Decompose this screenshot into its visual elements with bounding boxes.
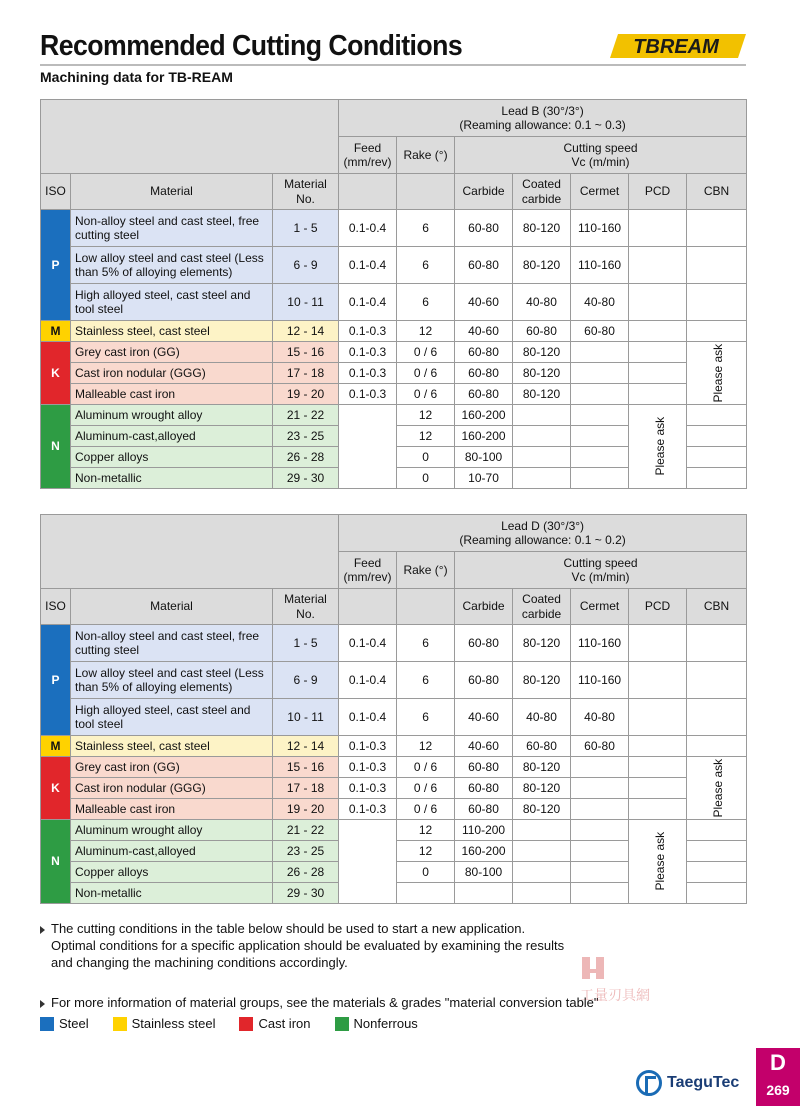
tbream-logo [610,32,746,60]
material-number: 6 - 9 [273,662,339,699]
feed-value: 0.1-0.3 [339,321,397,342]
please-ask-label: Please ask [711,343,726,403]
pcd-speed [629,284,687,321]
vc-unit-label: Vc (m/min) [571,155,630,169]
material-no-header: Material No. [273,589,339,625]
pcd-header: PCD [629,174,687,210]
table-row [41,625,747,662]
material-name: Aluminum-cast,alloyed [71,841,273,862]
rake-value: 12 [397,820,455,841]
cermet-speed [571,363,629,384]
cbn-please-ask [687,757,747,820]
carbide-speed: 40-60 [455,736,513,757]
material-number: 29 - 30 [273,468,339,489]
rake-value: 0 / 6 [397,342,455,363]
feed-blank [339,405,397,489]
carbide-speed: 60-80 [455,799,513,820]
coated-carbide-speed: 80-120 [513,799,571,820]
coated-carbide-speed: 80-120 [513,247,571,284]
carbide-speed: 160-200 [455,841,513,862]
feed-value: 0.1-0.4 [339,284,397,321]
coated-carbide-speed: 40-80 [513,699,571,736]
feed-value: 0.1-0.4 [339,662,397,699]
carbide-speed: 60-80 [455,363,513,384]
carbide-speed: 60-80 [455,757,513,778]
watermark-logo [560,955,670,1005]
coated-carbide-speed [513,405,571,426]
carbide-speed [455,883,513,904]
page-number: 269 [766,1082,790,1098]
rake-value: 6 [397,625,455,662]
cbn-speed [687,468,747,489]
carbide-speed: 60-80 [455,662,513,699]
taegutec-brand [636,1070,739,1096]
pcd-speed [629,662,687,699]
iso-group-n: N [41,820,71,904]
iso-header: ISO [41,174,71,210]
table-row [41,799,747,820]
coated-carbide-speed: 80-120 [513,778,571,799]
material-name: Malleable cast iron [71,384,273,405]
material-header: Material [71,174,273,210]
cutting-speed-header [455,137,747,174]
legend-item [113,1016,216,1031]
pcd-speed [629,625,687,662]
feed-value: 0.1-0.4 [339,625,397,662]
cbn-speed [687,820,747,841]
material-no-header: Material No. [273,174,339,210]
table-row [41,247,747,284]
cbn-speed [687,247,747,284]
carbide-speed: 40-60 [455,321,513,342]
material-name: Non-alloy steel and cast steel, free cutting steel [71,625,273,662]
material-number: 12 - 14 [273,321,339,342]
material-name: Aluminum-cast,alloyed [71,426,273,447]
cbn-header: CBN [687,589,747,625]
carbide-speed: 40-60 [455,699,513,736]
table-row [41,662,747,699]
material-name: Low alloy steel and cast steel (Less than 5% of alloying elements) [71,247,273,284]
pcd-speed [629,210,687,247]
cermet-speed [571,862,629,883]
cbn-speed [687,284,747,321]
material-name: Non-alloy steel and cast steel, free cutting steel [71,210,273,247]
cbn-speed [687,662,747,699]
pcd-speed [629,321,687,342]
rake-value: 12 [397,321,455,342]
cermet-speed [571,778,629,799]
cermet-speed [571,384,629,405]
coated-carbide-speed: 60-80 [513,736,571,757]
rake-header: Rake (°) [397,137,455,174]
legend-item [239,1016,310,1031]
coated-carbide-speed: 40-80 [513,284,571,321]
feed-value: 0.1-0.4 [339,699,397,736]
material-number: 23 - 25 [273,426,339,447]
rake-subheader-blank [397,174,455,210]
legend-swatch [40,1017,54,1031]
legend-item [40,1016,89,1031]
rake-value: 0 [397,862,455,883]
legend-label: Nonferrous [353,1016,418,1031]
pcd-please-ask [629,405,687,489]
coated-carbide-speed: 60-80 [513,321,571,342]
tbream-logo-text: TBREAM [633,36,719,58]
cermet-speed [571,757,629,778]
rake-value: 0 / 6 [397,778,455,799]
carbide-speed: 110-200 [455,820,513,841]
header-blank [41,100,339,174]
cermet-speed [571,468,629,489]
rake-value: 12 [397,736,455,757]
rake-value: 6 [397,699,455,736]
cermet-speed: 40-80 [571,284,629,321]
cermet-header: Cermet [571,589,629,625]
material-number: 6 - 9 [273,247,339,284]
rake-value: 6 [397,247,455,284]
pcd-please-ask [629,820,687,904]
carbide-speed: 60-80 [455,342,513,363]
cermet-speed [571,447,629,468]
material-name: Non-metallic [71,468,273,489]
material-number: 19 - 20 [273,799,339,820]
coated-carbide-speed [513,841,571,862]
cermet-speed: 60-80 [571,321,629,342]
rake-value: 0 [397,447,455,468]
feed-blank [339,820,397,904]
cermet-speed: 110-160 [571,625,629,662]
reaming-allowance: (Reaming allowance: 0.1 ~ 0.3) [459,118,626,132]
feed-value: 0.1-0.3 [339,384,397,405]
cermet-speed [571,342,629,363]
coated-carbide-header: Coated carbide [513,174,571,210]
cbn-speed [687,405,747,426]
taegutec-logo-icon [636,1070,662,1096]
legend-swatch [113,1017,127,1031]
iso-group-k: K [41,757,71,820]
material-number: 29 - 30 [273,883,339,904]
cbn-speed [687,321,747,342]
carbide-speed: 80-100 [455,862,513,883]
bullet-triangle-icon [40,1000,45,1008]
pcd-speed [629,342,687,363]
lead-title: Lead D (30°/3°) [501,518,585,533]
material-name: Grey cast iron (GG) [71,757,273,778]
pcd-speed [629,799,687,820]
cbn-speed [687,883,747,904]
material-name: Copper alloys [71,862,273,883]
cutting-table-lead-d [40,514,747,904]
feed-value: 0.1-0.3 [339,757,397,778]
rake-value [397,883,455,904]
table-row [41,210,747,247]
material-name: Cast iron nodular (GGG) [71,363,273,384]
carbide-speed: 160-200 [455,405,513,426]
feed-value: 0.1-0.4 [339,210,397,247]
material-number: 10 - 11 [273,699,339,736]
table-row [41,405,747,426]
feed-header: Feed (mm/rev) [339,552,397,589]
rake-value: 6 [397,284,455,321]
table-row [41,342,747,363]
note-line: The cutting conditions in the table below should be used to start a new application. [51,921,526,936]
cermet-speed: 60-80 [571,736,629,757]
rake-value: 6 [397,210,455,247]
material-name: Stainless steel, cast steel [71,736,273,757]
rake-subheader-blank [397,589,455,625]
carbide-speed: 160-200 [455,426,513,447]
rake-value: 0 [397,468,455,489]
rake-value: 0 / 6 [397,363,455,384]
material-name: High alloyed steel, cast steel and tool steel [71,284,273,321]
pcd-speed [629,384,687,405]
cutting-speed-header [455,552,747,589]
table-row [41,284,747,321]
material-number: 19 - 20 [273,384,339,405]
carbide-speed: 60-80 [455,778,513,799]
material-name: Low alloy steel and cast steel (Less than 5% of alloying elements) [71,662,273,699]
coated-carbide-speed [513,883,571,904]
page-tab [756,1048,800,1106]
iso-header: ISO [41,589,71,625]
material-name: Grey cast iron (GG) [71,342,273,363]
cbn-speed [687,841,747,862]
cutting-speed-label: Cutting speed [563,555,638,570]
rake-value: 0 / 6 [397,757,455,778]
carbide-speed: 60-80 [455,625,513,662]
pcd-speed [629,699,687,736]
material-number: 1 - 5 [273,210,339,247]
material-number: 26 - 28 [273,862,339,883]
cbn-header: CBN [687,174,747,210]
page-subtitle: Machining data for TB-REAM [40,69,233,85]
cutting-table-lead-b [40,99,747,489]
iso-group-p: P [41,210,71,321]
coated-carbide-speed: 80-120 [513,662,571,699]
material-number: 1 - 5 [273,625,339,662]
pcd-header: PCD [629,589,687,625]
material-number: 15 - 16 [273,342,339,363]
material-header: Material [71,589,273,625]
iso-group-n: N [41,405,71,489]
cbn-speed [687,862,747,883]
material-number: 26 - 28 [273,447,339,468]
carbide-header: Carbide [455,589,513,625]
table-row [41,363,747,384]
feed-value: 0.1-0.3 [339,736,397,757]
iso-group-m: M [41,736,71,757]
coated-carbide-speed: 80-120 [513,210,571,247]
material-name: Aluminum wrought alloy [71,820,273,841]
carbide-speed: 60-80 [455,210,513,247]
cermet-speed: 110-160 [571,662,629,699]
reaming-allowance: (Reaming allowance: 0.1 ~ 0.2) [459,533,626,547]
table-row [41,736,747,757]
feed-value: 0.1-0.3 [339,799,397,820]
material-number: 23 - 25 [273,841,339,862]
table-row [41,820,747,841]
iso-group-p: P [41,625,71,736]
note-start-application [40,920,564,971]
material-number: 21 - 22 [273,820,339,841]
cbn-speed [687,210,747,247]
note-line: and changing the machining conditions accordingly. [51,955,348,970]
feed-value: 0.1-0.3 [339,363,397,384]
material-name: High alloyed steel, cast steel and tool steel [71,699,273,736]
legend-label: Cast iron [258,1016,311,1031]
header-blank [41,515,339,589]
note-line: Optimal conditions for a specific application should be evaluated by examining the results [51,938,565,953]
coated-carbide-speed: 80-120 [513,625,571,662]
cbn-please-ask [687,342,747,405]
carbide-header: Carbide [455,174,513,210]
coated-carbide-speed [513,468,571,489]
feed-value: 0.1-0.3 [339,778,397,799]
note-line: For more information of material groups, see the materials & grades "material conversion table" [51,995,599,1010]
cermet-header: Cermet [571,174,629,210]
rake-value: 12 [397,405,455,426]
page-title: Recommended Cutting Conditions [40,30,463,62]
please-ask-label: Please ask [711,758,726,818]
vc-unit-label: Vc (m/min) [571,570,630,584]
coated-carbide-speed: 80-120 [513,757,571,778]
cbn-speed [687,447,747,468]
cbn-speed [687,426,747,447]
brand-name: TaeguTec [667,1074,740,1091]
coated-carbide-speed [513,447,571,468]
section-letter: D [770,1050,786,1075]
please-ask-label: Please ask [653,832,668,891]
cbn-speed [687,736,747,757]
coated-carbide-speed: 80-120 [513,384,571,405]
material-number: 15 - 16 [273,757,339,778]
feed-header: Feed (mm/rev) [339,137,397,174]
cermet-speed: 110-160 [571,247,629,284]
rake-value: 12 [397,841,455,862]
cermet-speed [571,426,629,447]
material-number: 17 - 18 [273,363,339,384]
table-row [41,384,747,405]
carbide-speed: 60-80 [455,247,513,284]
cermet-speed: 110-160 [571,210,629,247]
feed-subheader-blank [339,174,397,210]
legend-label: Steel [59,1016,89,1031]
rake-value: 0 / 6 [397,384,455,405]
rake-value: 0 / 6 [397,799,455,820]
watermark-text: 工量刃具網 [580,988,650,1004]
cermet-speed [571,820,629,841]
cermet-speed: 40-80 [571,699,629,736]
pcd-speed [629,247,687,284]
table-row [41,778,747,799]
coated-carbide-speed [513,862,571,883]
pcd-speed [629,363,687,384]
material-number: 12 - 14 [273,736,339,757]
pcd-speed [629,736,687,757]
coated-carbide-header: Coated carbide [513,589,571,625]
material-name: Copper alloys [71,447,273,468]
pcd-speed [629,778,687,799]
feed-value: 0.1-0.3 [339,342,397,363]
cermet-speed [571,799,629,820]
cbn-speed [687,625,747,662]
please-ask-label: Please ask [653,417,668,476]
material-name: Malleable cast iron [71,799,273,820]
material-number: 10 - 11 [273,284,339,321]
material-legend [40,1016,442,1031]
material-name: Cast iron nodular (GGG) [71,778,273,799]
legend-swatch [335,1017,349,1031]
title-divider [40,64,746,66]
coated-carbide-speed [513,426,571,447]
carbide-speed: 10-70 [455,468,513,489]
note-material-groups [40,994,599,1011]
cermet-speed [571,883,629,904]
carbide-speed: 40-60 [455,284,513,321]
cutting-speed-label: Cutting speed [563,140,638,155]
cbn-speed [687,699,747,736]
material-number: 21 - 22 [273,405,339,426]
bullet-triangle-icon [40,926,45,934]
legend-swatch [239,1017,253,1031]
cermet-speed [571,405,629,426]
feed-subheader-blank [339,589,397,625]
legend-label: Stainless steel [131,1016,216,1031]
lead-title: Lead B (30°/3°) [501,103,584,118]
table-row [41,699,747,736]
material-name: Non-metallic [71,883,273,904]
rake-value: 12 [397,426,455,447]
material-number: 17 - 18 [273,778,339,799]
rake-value: 6 [397,662,455,699]
material-name: Stainless steel, cast steel [71,321,273,342]
iso-group-k: K [41,342,71,405]
feed-value: 0.1-0.4 [339,247,397,284]
lead-header [339,100,747,137]
table-row [41,321,747,342]
carbide-speed: 80-100 [455,447,513,468]
coated-carbide-speed: 80-120 [513,342,571,363]
cermet-speed [571,841,629,862]
iso-group-m: M [41,321,71,342]
coated-carbide-speed: 80-120 [513,363,571,384]
coated-carbide-speed [513,820,571,841]
carbide-speed: 60-80 [455,384,513,405]
rake-header: Rake (°) [397,552,455,589]
lead-header [339,515,747,552]
table-row [41,757,747,778]
legend-item [335,1016,418,1031]
material-name: Aluminum wrought alloy [71,405,273,426]
pcd-speed [629,757,687,778]
